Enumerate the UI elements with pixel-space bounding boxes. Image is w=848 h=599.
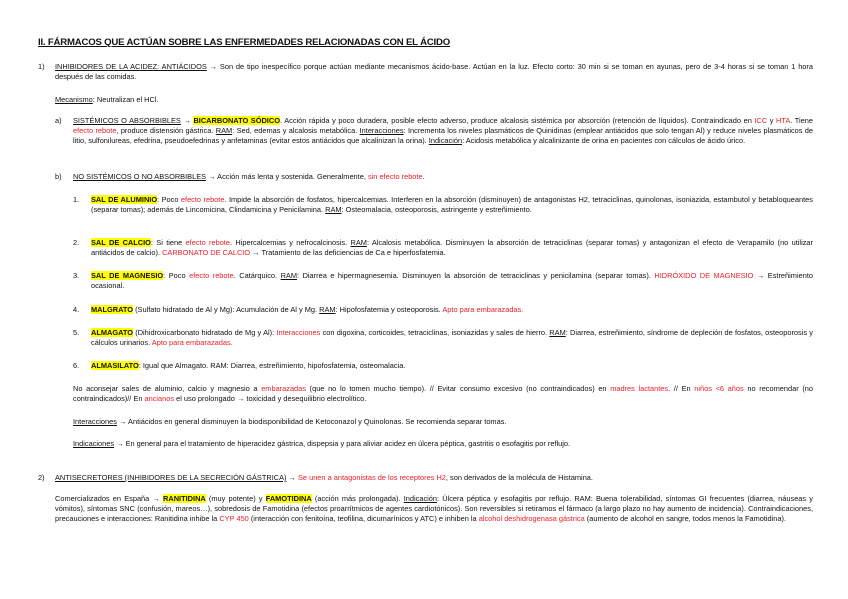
- section-1-number: 1): [38, 62, 45, 71]
- text-segment: , produce distensión gástrica.: [116, 126, 216, 135]
- text-segment: (acción más prolongada).: [311, 494, 404, 503]
- red-text: CARBONATO DE CALCIO: [162, 248, 251, 257]
- highlight-bicarbonato: BICARBONATO SÓDICO: [193, 116, 280, 125]
- text-segment: . Tiene: [790, 116, 814, 125]
- red-text: ICC: [754, 116, 768, 125]
- highlight-drug: MALGRATO: [91, 305, 134, 314]
- mechanism-label: Mecanismo: [55, 95, 93, 104]
- list-item: [91, 305, 813, 315]
- text-segment: : Igual que Almagato. RAM: Diarrea, estreñimiento, hipofosfatemia, osteomalacia.: [138, 361, 406, 370]
- text-segment: . // En: [668, 384, 695, 393]
- text-segment: : Hipofosfatemia y osteoporosis.: [335, 305, 443, 314]
- text-segment: : Osteomalacia, osteoporosis, astringente y estreñimiento.: [341, 205, 532, 214]
- red-text: CYP 450: [219, 514, 249, 523]
- text-segment: (que no lo tomen mucho tiempo). // Evitar consumo excesivo (no contraindicados) en: [305, 384, 611, 393]
- highlight-drug: RANITIDINA: [163, 494, 206, 503]
- ram-label: RAM: [280, 271, 298, 280]
- section-2-heading-line: [55, 473, 813, 483]
- interacciones-label: Interacciones: [73, 417, 117, 426]
- subsection-a-heading: SISTÉMICOS O ABSORBIBLES: [73, 116, 181, 125]
- text-segment: con digoxina, corticoides, tetraciclinas, isoniazidas y sales de hierro.: [320, 328, 550, 337]
- red-text: efecto rebote: [185, 238, 230, 247]
- ram-label: RAM: [215, 126, 233, 135]
- subsection-b-heading: NO SISTÉMICOS O NO ABSORBIBLES: [73, 172, 207, 181]
- subsection-b-letter: b): [55, 172, 62, 181]
- red-text: sin efecto rebote: [367, 172, 423, 181]
- text-segment: → En general para el tratamiento de hiperacidez gástrica, dispepsia y para aliviar acidez en úlcera péptica, gastritis o esofagitis por reflujo.: [114, 439, 571, 448]
- indicacion-label: Indicación: [403, 494, 438, 503]
- text-segment: No aconsejar sales de aluminio, calcio y magnesio a: [73, 384, 262, 393]
- text-segment: (muy potente) y: [205, 494, 266, 503]
- list-item: [91, 361, 813, 371]
- arrow-text: →: [286, 473, 298, 482]
- text-segment: (interacción con fenitoína, teofilina, dicumarínicos y ATC) e inhiben la: [248, 514, 479, 523]
- list-item: [91, 271, 813, 291]
- interacciones-label: Interacciones: [359, 126, 404, 135]
- ram-label: RAM: [549, 328, 566, 337]
- red-text: niños <6 años: [694, 384, 744, 393]
- red-text: ancianos: [144, 394, 175, 403]
- text-segment: . Catárquico.: [233, 271, 281, 280]
- red-text: efecto rebote: [73, 126, 117, 135]
- text-segment: : Poco: [163, 271, 190, 280]
- section-1-intro: [55, 62, 813, 82]
- mechanism-text: : Neutralizan el HCl.: [92, 95, 159, 104]
- text-segment: → Estreñimiento ocasional.: [91, 271, 813, 290]
- arrow-text: →: [180, 116, 194, 125]
- section-2-number: 2): [38, 473, 45, 482]
- ram-label: RAM: [319, 305, 336, 314]
- red-text: alcohol deshidrogenasa gástrica: [478, 514, 585, 523]
- section-2-paragraph: [55, 494, 813, 524]
- ram-label: RAM: [350, 238, 367, 247]
- item-number: 3.: [73, 271, 80, 280]
- text-segment: → Acción más lenta y sostenida. Generalmente,: [206, 172, 368, 181]
- red-text: efecto rebote: [189, 271, 234, 280]
- highlight-drug: SAL DE ALUMINIO: [91, 195, 158, 204]
- red-text: efecto rebote: [180, 195, 225, 204]
- item-number: 4.: [73, 305, 80, 314]
- text-segment: : Acidosis metabólica y alcalinizante de orina en pacientes con cálculos de ácido úrico.: [462, 136, 746, 145]
- red-text: Apto para embarazadas.: [151, 338, 233, 347]
- section-1-text: → Son de tipo inespecífico porque actúan mediante mecanismos ácido-base. Actúan en la luz. Efecto corto: 30 min si se toman en ayunas, pero de 3-4 horas si se toman 1 hora después de las comidas.: [55, 62, 813, 81]
- text-segment: . Impide la absorción de fosfatos, hipercalcemias. Interferen en la absorción (disminuyen) de antagonistas H2, tetraciclinas, quinolonas, isoniazida, estambutol y betabloqueantes (separar tomas); además de Lincomicina, Clindamicina y Penicilamina.: [91, 195, 813, 214]
- section-1-heading: INHIBIDORES DE LA ACIDEZ: ANTIÁCIDOS: [55, 62, 207, 71]
- text-segment: → Antiácidos en general disminuyen la biodisponibilidad de Ketoconazol y Quinolonas. Se recomienda separar tomas.: [116, 417, 507, 426]
- subsection-a-letter: a): [55, 116, 62, 125]
- text-segment: : Úlcera péptica y esofagitis por reflujo. RAM: Buena tolerabilidad, síntomas GI frecuentes (diarrea, náuseas y vómitos), síntomas SNC (confusión, mareos…), sobredosis de Famotidina (efectos proarrítmicos de agentes cardiotónicos). Son reversibles si retiramos el fármaco (a largo plazo no hay aumento de incidencia). Contraindicaciones, precauciones e interacciones: Ranitidina inhibe la: [55, 494, 813, 523]
- warning-note: [73, 384, 813, 404]
- text-segment: : Diarrea, estreñimiento, síndrome de depleción de fosfatos, osteoporosis y cálculos urinarios.: [91, 328, 813, 347]
- text-segment: y: [767, 116, 777, 125]
- ram-label: RAM: [325, 205, 342, 214]
- red-text: Se unen a antagonistas de los receptores H2: [297, 473, 446, 482]
- indicacion-label: Indicación: [428, 136, 463, 145]
- list-item: [91, 328, 813, 348]
- text-segment: . Hipercalcemias y nefrocalcinosis.: [229, 238, 351, 247]
- text-segment: (aumento de alcohol en sangre, todos menos la Famotidina).: [584, 514, 787, 523]
- red-text: HTA: [776, 116, 791, 125]
- highlight-drug: SAL DE CALCIO: [91, 238, 151, 247]
- text-segment: el uso prolongado → toxicidad y desequilibrio electrolítico.: [174, 394, 367, 403]
- text-segment: : Diarrea e hipermagnesemia. Disminuyen la absorción de tetraciclinas y penicilamina (separar tomas).: [297, 271, 655, 280]
- text-segment: .: [422, 172, 425, 181]
- red-text: HIDRÓXIDO DE MAGNESIO: [654, 271, 754, 280]
- item-number: 1.: [73, 195, 80, 204]
- text-segment: : Poco: [157, 195, 181, 204]
- list-item: [91, 238, 813, 258]
- indicaciones-label: Indicaciones: [73, 439, 115, 448]
- text-segment: : Sed, edemas y alcalosis metabólica.: [232, 126, 360, 135]
- indicaciones-line: [73, 439, 813, 449]
- mechanism-line: [55, 95, 813, 105]
- highlight-drug: FAMOTIDINA: [265, 494, 312, 503]
- text-segment: no recomendar (no contraindicados)// En: [73, 384, 814, 403]
- text-segment: : Si tiene: [150, 238, 186, 247]
- highlight-drug: ALMAGATO: [91, 328, 134, 337]
- red-text: embarazadas: [261, 384, 306, 393]
- text-segment: : Incrementa los niveles plasmáticos de Quinidinas (emplear antiácidos que solo tengan Al) y reduce niveles plasmáticos de litio, sulfonilureas, efedrina, pseudoefedrinas y anfetaminas (evitar estos antiácidos que alcalinizan la orina).: [73, 126, 814, 145]
- subsection-b-paragraph: [73, 172, 813, 182]
- text-segment: (Sulfato hidratado de Al y Mg): Acumulación de Al y Mg.: [133, 305, 320, 314]
- highlight-drug: SAL DE MAGNESIO: [91, 271, 164, 280]
- section-2-heading: ANTISECRETORES (INHIBIDORES DE LA SECRECIÓN GÁSTRICA): [55, 473, 287, 482]
- text-segment: → Tratamiento de las deficiencias de Ca e hiperfosfatemia.: [250, 248, 446, 257]
- item-number: 2.: [73, 238, 80, 247]
- highlight-drug: ALMASILATO: [91, 361, 139, 370]
- text-segment: (Dihidroxicarbonato hidratado de Mg y Al):: [133, 328, 277, 337]
- text-segment: Comercializados en España →: [55, 494, 164, 503]
- red-text: Apto para embarazadas.: [442, 305, 524, 314]
- text-segment: , son derivados de la molécula de Histamina.: [445, 473, 593, 482]
- text-segment: . Acción rápida y poco duradera, posible efecto adverso, produce alcalosis sistémica por absorción (retención de líquidos). Contraindicado en: [279, 116, 755, 125]
- red-text: Interacciones: [276, 328, 321, 337]
- item-number: 5.: [73, 328, 80, 337]
- subsection-a-paragraph: [73, 116, 813, 146]
- list-item: [91, 195, 813, 215]
- item-number: 6.: [73, 361, 80, 370]
- interacciones-line: [73, 417, 813, 427]
- red-text: madres lactantes: [610, 384, 669, 393]
- text-segment: : Alcalosis metabólica. Disminuyen la absorción de tetraciclinas (separar tomas) y antagonizan el efecto de Verapamilo (no utilizar antiácidos de calcio).: [91, 238, 813, 257]
- page-title: II. FÁRMACOS QUE ACTÚAN SOBRE LAS ENFERMEDADES RELACIONADAS CON EL ÁCIDO: [38, 37, 451, 48]
